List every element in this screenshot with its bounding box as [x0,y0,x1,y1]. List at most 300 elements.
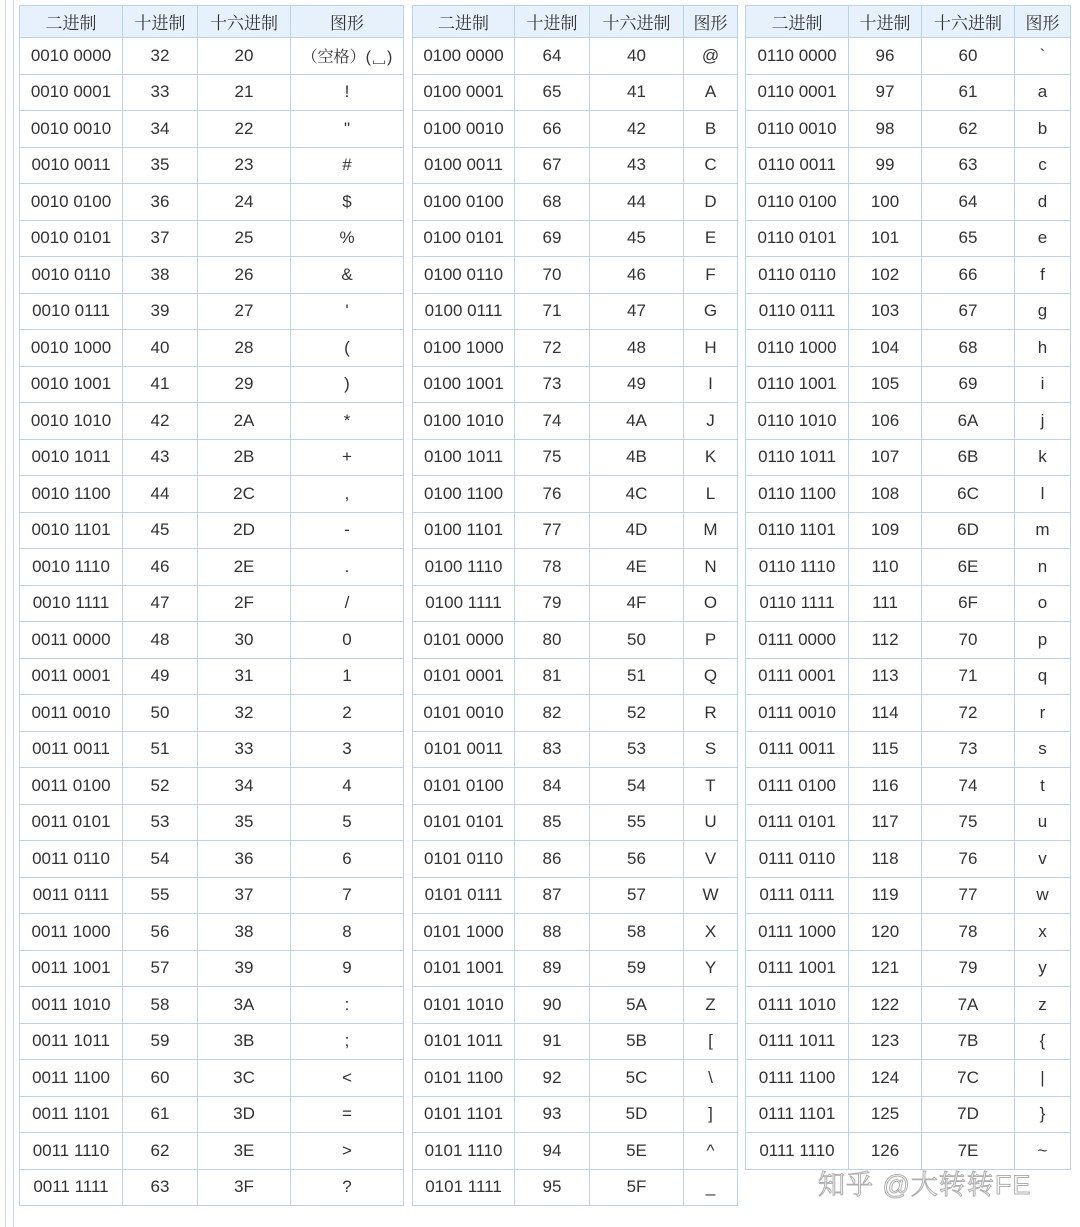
cell-decimal: 36 [123,184,198,221]
cell-decimal: 112 [849,622,922,659]
cell-decimal: 38 [123,257,198,294]
cell-glyph: A [684,74,738,111]
cell-binary: 0110 1001 [746,366,849,403]
cell-decimal: 109 [849,512,922,549]
cell-binary: 0110 0011 [746,147,849,184]
cell-glyph: ] [684,1096,738,1133]
cell-decimal: 115 [849,731,922,768]
cell-binary: 0111 1100 [746,1060,849,1097]
table-row [413,804,738,841]
cell-hex: 56 [590,841,684,878]
cell-decimal: 110 [849,549,922,586]
cell-binary: 0110 0010 [746,111,849,148]
cell-glyph: Z [684,987,738,1024]
cell-glyph: B [684,111,738,148]
table-row [746,257,1071,294]
table-row [746,38,1071,75]
cell-glyph: f [1015,257,1071,294]
cell-hex: 3A [198,987,291,1024]
cell-binary: 0100 0111 [413,293,515,330]
cell-glyph: . [291,549,404,586]
cell-glyph: j [1015,403,1071,440]
cell-binary: 0100 1100 [413,476,515,513]
cell-hex: 65 [922,220,1015,257]
cell-hex: 7D [922,1096,1015,1133]
cell-binary: 0011 1110 [20,1133,123,1170]
cell-glyph: w [1015,877,1071,914]
cell-binary: 0010 0101 [20,220,123,257]
cell-decimal: 67 [515,147,590,184]
header-hex: 十六进制 [590,6,684,38]
cell-hex: 5F [590,1169,684,1206]
table-row [413,111,738,148]
cell-decimal: 105 [849,366,922,403]
cell-glyph: : [291,987,404,1024]
table-row [20,257,404,294]
cell-glyph: W [684,877,738,914]
cell-binary: 0111 1001 [746,950,849,987]
cell-glyph: r [1015,695,1071,732]
cell-decimal: 61 [123,1096,198,1133]
cell-hex: 6C [922,476,1015,513]
table-row [20,111,404,148]
table-row [20,841,404,878]
table-row [413,658,738,695]
cell-glyph: I [684,366,738,403]
table-row [413,403,738,440]
cell-binary: 0010 1000 [20,330,123,367]
table-row [413,330,738,367]
cell-binary: 0111 0101 [746,804,849,841]
table-row [20,622,404,659]
cell-binary: 0100 1011 [413,439,515,476]
header-glyph: 图形 [684,6,738,38]
cell-binary: 0011 1111 [20,1169,123,1206]
cell-hex: 77 [922,877,1015,914]
cell-decimal: 116 [849,768,922,805]
cell-glyph: R [684,695,738,732]
cell-glyph: - [291,512,404,549]
cell-decimal: 99 [849,147,922,184]
table-row [746,950,1071,987]
cell-binary: 0010 0010 [20,111,123,148]
table-row [20,585,404,622]
cell-glyph: ; [291,1023,404,1060]
cell-hex: 64 [922,184,1015,221]
table-row [20,403,404,440]
table-row [746,695,1071,732]
table-row [20,1133,404,1170]
table-row [20,914,404,951]
cell-hex: 3B [198,1023,291,1060]
cell-hex: 62 [922,111,1015,148]
cell-decimal: 103 [849,293,922,330]
cell-decimal: 56 [123,914,198,951]
cell-decimal: 59 [123,1023,198,1060]
cell-hex: 23 [198,147,291,184]
cell-hex: 5C [590,1060,684,1097]
cell-decimal: 66 [515,111,590,148]
cell-hex: 61 [922,74,1015,111]
cell-decimal: 123 [849,1023,922,1060]
cell-binary: 0011 0000 [20,622,123,659]
cell-hex: 60 [922,38,1015,75]
cell-hex: 47 [590,293,684,330]
cell-hex: 31 [198,658,291,695]
cell-hex: 36 [198,841,291,878]
table-row [20,74,404,111]
cell-decimal: 72 [515,330,590,367]
cell-hex: 32 [198,695,291,732]
cell-glyph: T [684,768,738,805]
cell-hex: 4F [590,585,684,622]
cell-hex: 24 [198,184,291,221]
cell-glyph: C [684,147,738,184]
cell-binary: 0110 0000 [746,38,849,75]
cell-hex: 35 [198,804,291,841]
table-row [413,914,738,951]
table-row [20,768,404,805]
cell-binary: 0101 0110 [413,841,515,878]
table-row [413,585,738,622]
header-hex: 十六进制 [198,6,291,38]
cell-hex: 53 [590,731,684,768]
header-decimal: 十进制 [123,6,198,38]
cell-binary: 0100 0011 [413,147,515,184]
table-row [413,184,738,221]
cell-decimal: 44 [123,476,198,513]
table-row [413,512,738,549]
table-row [413,220,738,257]
cell-glyph: @ [684,38,738,75]
cell-decimal: 90 [515,987,590,1024]
header-row [20,6,404,38]
cell-glyph: b [1015,111,1071,148]
cell-glyph: o [1015,585,1071,622]
cell-decimal: 117 [849,804,922,841]
cell-binary: 0011 0111 [20,877,123,914]
cell-decimal: 76 [515,476,590,513]
table-row [746,330,1071,367]
cell-binary: 0011 1100 [20,1060,123,1097]
cell-binary: 0101 0111 [413,877,515,914]
cell-decimal: 91 [515,1023,590,1060]
cell-hex: 5E [590,1133,684,1170]
cell-hex: 4B [590,439,684,476]
cell-decimal: 97 [849,74,922,111]
cell-glyph: = [291,1096,404,1133]
table-row [20,877,404,914]
cell-binary: 0110 0111 [746,293,849,330]
cell-glyph: % [291,220,404,257]
cell-binary: 0100 0001 [413,74,515,111]
cell-decimal: 46 [123,549,198,586]
cell-glyph: 8 [291,914,404,951]
cell-binary: 0011 0011 [20,731,123,768]
cell-glyph: X [684,914,738,951]
cell-hex: 2F [198,585,291,622]
cell-glyph: ? [291,1169,404,1206]
cell-glyph: p [1015,622,1071,659]
cell-glyph: " [291,111,404,148]
cell-binary: 0010 1001 [20,366,123,403]
cell-hex: 68 [922,330,1015,367]
cell-hex: 33 [198,731,291,768]
cell-binary: 0111 1000 [746,914,849,951]
table-row [746,658,1071,695]
cell-binary: 0110 1111 [746,585,849,622]
table-row [413,1169,738,1206]
cell-binary: 0111 0000 [746,622,849,659]
cell-binary: 0101 1001 [413,950,515,987]
cell-hex: 2D [198,512,291,549]
cell-hex: 40 [590,38,684,75]
cell-decimal: 49 [123,658,198,695]
table-row [746,147,1071,184]
table-row [413,1096,738,1133]
cell-hex: 3F [198,1169,291,1206]
cell-glyph: ( [291,330,404,367]
cell-decimal: 37 [123,220,198,257]
cell-binary: 0111 1110 [746,1133,849,1170]
cell-decimal: 106 [849,403,922,440]
cell-decimal: 50 [123,695,198,732]
cell-decimal: 93 [515,1096,590,1133]
cell-decimal: 83 [515,731,590,768]
cell-binary: 0011 1011 [20,1023,123,1060]
cell-binary: 0011 0101 [20,804,123,841]
cell-decimal: 108 [849,476,922,513]
header-binary: 二进制 [413,6,515,38]
header-glyph: 图形 [1015,6,1071,38]
cell-binary: 0101 0000 [413,622,515,659]
cell-decimal: 68 [515,184,590,221]
cell-binary: 0111 0011 [746,731,849,768]
cell-hex: 48 [590,330,684,367]
cell-binary: 0100 0100 [413,184,515,221]
cell-glyph: ' [291,293,404,330]
cell-glyph: l [1015,476,1071,513]
table-row [746,804,1071,841]
cell-glyph: D [684,184,738,221]
cell-glyph: 1 [291,658,404,695]
cell-decimal: 114 [849,695,922,732]
ascii-table-96-126 [745,5,1071,1170]
cell-hex: 70 [922,622,1015,659]
cell-hex: 45 [590,220,684,257]
table-row [413,1060,738,1097]
cell-decimal: 94 [515,1133,590,1170]
table-row [413,622,738,659]
cell-decimal: 102 [849,257,922,294]
cell-hex: 7A [922,987,1015,1024]
table-row [413,731,738,768]
cell-binary: 0110 1100 [746,476,849,513]
cell-binary: 0111 1010 [746,987,849,1024]
table-row [746,731,1071,768]
table-row [746,184,1071,221]
cell-hex: 44 [590,184,684,221]
cell-decimal: 113 [849,658,922,695]
cell-hex: 26 [198,257,291,294]
cell-binary: 0011 0010 [20,695,123,732]
cell-glyph: 3 [291,731,404,768]
cell-glyph: } [1015,1096,1071,1133]
cell-glyph: _ [684,1169,738,1206]
cell-glyph: $ [291,184,404,221]
cell-binary: 0101 1000 [413,914,515,951]
cell-hex: 52 [590,695,684,732]
table-row [746,914,1071,951]
cell-hex: 4E [590,549,684,586]
cell-hex: 4D [590,512,684,549]
cell-decimal: 62 [123,1133,198,1170]
cell-hex: 54 [590,768,684,805]
cell-glyph: S [684,731,738,768]
cell-binary: 0010 0111 [20,293,123,330]
cell-binary: 0010 1010 [20,403,123,440]
cell-glyph: < [291,1060,404,1097]
cell-glyph: ! [291,74,404,111]
cell-hex: 49 [590,366,684,403]
cell-hex: 73 [922,731,1015,768]
cell-glyph: ) [291,366,404,403]
cell-decimal: 63 [123,1169,198,1206]
cell-decimal: 107 [849,439,922,476]
cell-decimal: 88 [515,914,590,951]
table-row [20,220,404,257]
table-row [20,695,404,732]
cell-decimal: 84 [515,768,590,805]
cell-decimal: 124 [849,1060,922,1097]
cell-hex: 39 [198,950,291,987]
cell-hex: 5A [590,987,684,1024]
cell-decimal: 118 [849,841,922,878]
cell-glyph: ` [1015,38,1071,75]
cell-binary: 0111 0110 [746,841,849,878]
cell-glyph: （空格）(␣) [291,38,404,75]
table-row [20,950,404,987]
header-decimal: 十进制 [515,6,590,38]
table-row [746,512,1071,549]
cell-binary: 0100 1101 [413,512,515,549]
cell-decimal: 87 [515,877,590,914]
cell-decimal: 47 [123,585,198,622]
cell-glyph: m [1015,512,1071,549]
cell-binary: 0101 0010 [413,695,515,732]
cell-binary: 0100 0010 [413,111,515,148]
cell-decimal: 71 [515,293,590,330]
table-row [20,512,404,549]
table-row [413,987,738,1024]
cell-glyph: U [684,804,738,841]
cell-hex: 79 [922,950,1015,987]
cell-decimal: 70 [515,257,590,294]
cell-glyph: u [1015,804,1071,841]
cell-hex: 28 [198,330,291,367]
cell-binary: 0010 1101 [20,512,123,549]
table-row [413,1023,738,1060]
cell-decimal: 79 [515,585,590,622]
cell-glyph: N [684,549,738,586]
cell-binary: 0100 0101 [413,220,515,257]
cell-hex: 20 [198,38,291,75]
cell-decimal: 35 [123,147,198,184]
cell-glyph: G [684,293,738,330]
cell-hex: 51 [590,658,684,695]
cell-decimal: 122 [849,987,922,1024]
header-row [413,6,738,38]
cell-glyph: n [1015,549,1071,586]
cell-decimal: 85 [515,804,590,841]
cell-decimal: 89 [515,950,590,987]
cell-hex: 46 [590,257,684,294]
table-row [746,476,1071,513]
cell-binary: 0011 1010 [20,987,123,1024]
cell-hex: 2C [198,476,291,513]
table-row [413,147,738,184]
cell-hex: 6B [922,439,1015,476]
cell-binary: 0101 1101 [413,1096,515,1133]
cell-glyph: d [1015,184,1071,221]
cell-hex: 25 [198,220,291,257]
cell-binary: 0100 1111 [413,585,515,622]
cell-glyph: y [1015,950,1071,987]
cell-decimal: 78 [515,549,590,586]
cell-decimal: 80 [515,622,590,659]
cell-binary: 0010 0100 [20,184,123,221]
cell-binary: 0010 1110 [20,549,123,586]
cell-decimal: 74 [515,403,590,440]
cell-glyph: ^ [684,1133,738,1170]
cell-decimal: 77 [515,512,590,549]
table-row [746,841,1071,878]
cell-glyph: x [1015,914,1071,951]
cell-binary: 0010 1111 [20,585,123,622]
table-row [746,74,1071,111]
cell-decimal: 120 [849,914,922,951]
cell-hex: 2A [198,403,291,440]
cell-decimal: 42 [123,403,198,440]
table-row [746,987,1071,1024]
cell-glyph: 5 [291,804,404,841]
cell-glyph: M [684,512,738,549]
cell-hex: 59 [590,950,684,987]
cell-decimal: 58 [123,987,198,1024]
cell-glyph: Q [684,658,738,695]
page-border-left [5,0,6,1227]
table-row [20,439,404,476]
cell-glyph: c [1015,147,1071,184]
cell-decimal: 126 [849,1133,922,1170]
cell-binary: 0101 0011 [413,731,515,768]
table-row [413,950,738,987]
cell-hex: 76 [922,841,1015,878]
table-row [20,476,404,513]
cell-hex: 67 [922,293,1015,330]
cell-glyph: , [291,476,404,513]
cell-binary: 0010 0011 [20,147,123,184]
cell-binary: 0111 1011 [746,1023,849,1060]
cell-decimal: 119 [849,877,922,914]
cell-binary: 0111 0001 [746,658,849,695]
cell-decimal: 69 [515,220,590,257]
cell-glyph: v [1015,841,1071,878]
cell-binary: 0110 0100 [746,184,849,221]
cell-decimal: 86 [515,841,590,878]
cell-decimal: 98 [849,111,922,148]
table-row [20,330,404,367]
